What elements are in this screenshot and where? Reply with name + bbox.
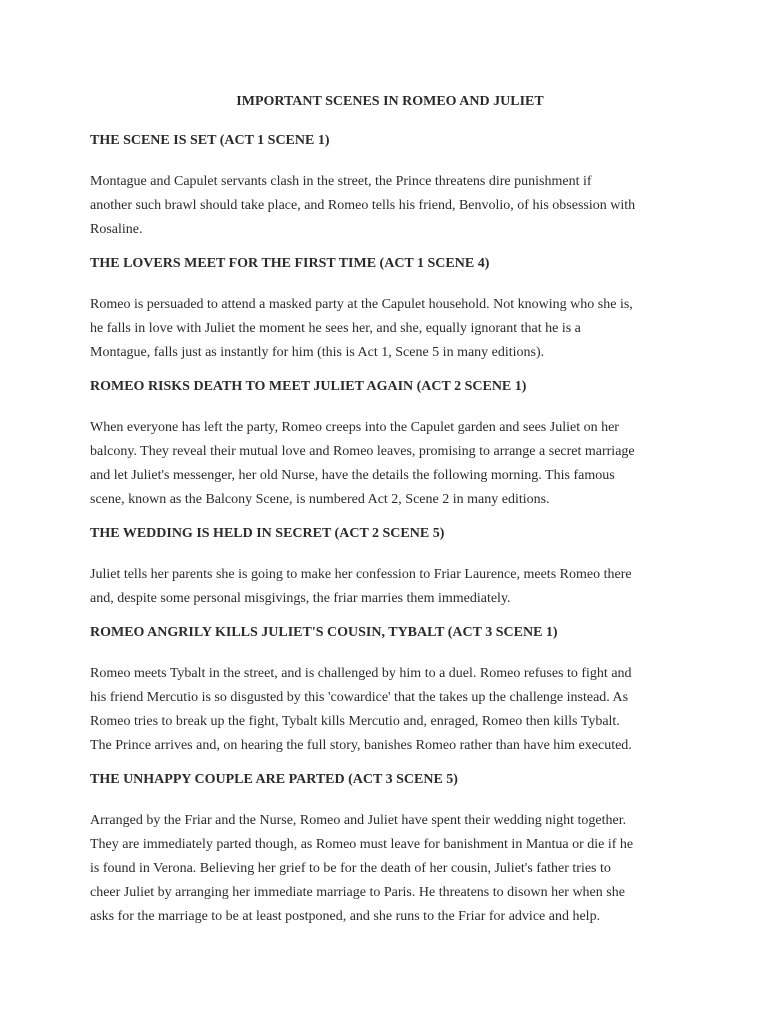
section-5 (90, 623, 690, 770)
section-paragraph (90, 809, 690, 929)
paragraph-line: is found in Verona. Believing her grief to be for the death of her cousin, Juliet's father tries to (90, 861, 611, 876)
paragraph-line: Montague, falls just as instantly for him (this is Act 1, Scene 5 in many editions). (90, 345, 545, 360)
section-paragraph (90, 293, 690, 365)
paragraph-line: asks for the marriage to be at least postponed, and she runs to the Friar for advice and help. (90, 909, 601, 924)
section-4 (90, 524, 690, 623)
paragraph-line: The Prince arrives and, on hearing the full story, banishes Romeo rather than have him executed. (90, 738, 632, 753)
section-heading: THE UNHAPPY COUPLE ARE PARTED (ACT 3 SCENE 5) (90, 772, 458, 787)
paragraph-line: and, despite some personal misgivings, the friar marries them immediately. (90, 591, 511, 606)
paragraph-line: Montague and Capulet servants clash in the street, the Prince threatens dire punishment if (90, 174, 592, 189)
section-3 (90, 377, 690, 524)
section-6 (90, 770, 690, 929)
paragraph-line: balcony. They reveal their mutual love and Romeo leaves, promising to arrange a secret marriage (90, 444, 635, 459)
section-paragraph (90, 563, 690, 611)
paragraph-line: and let Juliet's messenger, her old Nurse, have the details the following morning. This famous (90, 468, 615, 483)
paragraph-line: Rosaline. (90, 222, 143, 237)
paragraph-line: he falls in love with Juliet the moment he sees her, and she, equally ignorant that he is a (90, 321, 581, 336)
section-1 (90, 131, 690, 254)
paragraph-line: Romeo tries to break up the fight, Tybalt kills Mercutio and, enraged, Romeo then kills Tybalt. (90, 714, 620, 729)
document-title: IMPORTANT SCENES IN ROMEO AND JULIET (236, 94, 544, 109)
section-paragraph (90, 416, 690, 512)
paragraph-line: his friend Mercutio is so disgusted by this 'cowardice' that the takes up the challenge instead. As (90, 690, 629, 705)
section-heading: THE SCENE IS SET (ACT 1 SCENE 1) (90, 133, 330, 148)
section-heading: ROMEO RISKS DEATH TO MEET JULIET AGAIN (ACT 2 SCENE 1) (90, 379, 527, 394)
section-heading: THE LOVERS MEET FOR THE FIRST TIME (ACT 1 SCENE 4) (90, 256, 490, 271)
paragraph-line: Arranged by the Friar and the Nurse, Romeo and Juliet have spent their wedding night together. (90, 813, 627, 828)
section-heading: ROMEO ANGRILY KILLS JULIET'S COUSIN, TYBALT (ACT 3 SCENE 1) (90, 625, 558, 640)
paragraph-line: Romeo is persuaded to attend a masked party at the Capulet household. Not knowing who she is, (90, 297, 633, 312)
paragraph-line: Juliet tells her parents she is going to make her confession to Friar Laurence, meets Romeo there (90, 567, 632, 582)
section-heading: THE WEDDING IS HELD IN SECRET (ACT 2 SCENE 5) (90, 526, 445, 541)
section-paragraph (90, 170, 690, 242)
section-2 (90, 254, 690, 377)
paragraph-line: scene, known as the Balcony Scene, is numbered Act 2, Scene 2 in many editions. (90, 492, 550, 507)
paragraph-line: Romeo meets Tybalt in the street, and is challenged by him to a duel. Romeo refuses to fight and (90, 666, 632, 681)
paragraph-line: They are immediately parted though, as Romeo must leave for banishment in Mantua or die if he (90, 837, 634, 852)
paragraph-line: When everyone has left the party, Romeo creeps into the Capulet garden and sees Juliet on her (90, 420, 619, 435)
paragraph-line: another such brawl should take place, and Romeo tells his friend, Benvolio, of his obsession with (90, 198, 636, 213)
section-paragraph (90, 662, 690, 758)
document-page (90, 92, 690, 929)
paragraph-line: cheer Juliet by arranging her immediate marriage to Paris. He threatens to disown her when she (90, 885, 625, 900)
